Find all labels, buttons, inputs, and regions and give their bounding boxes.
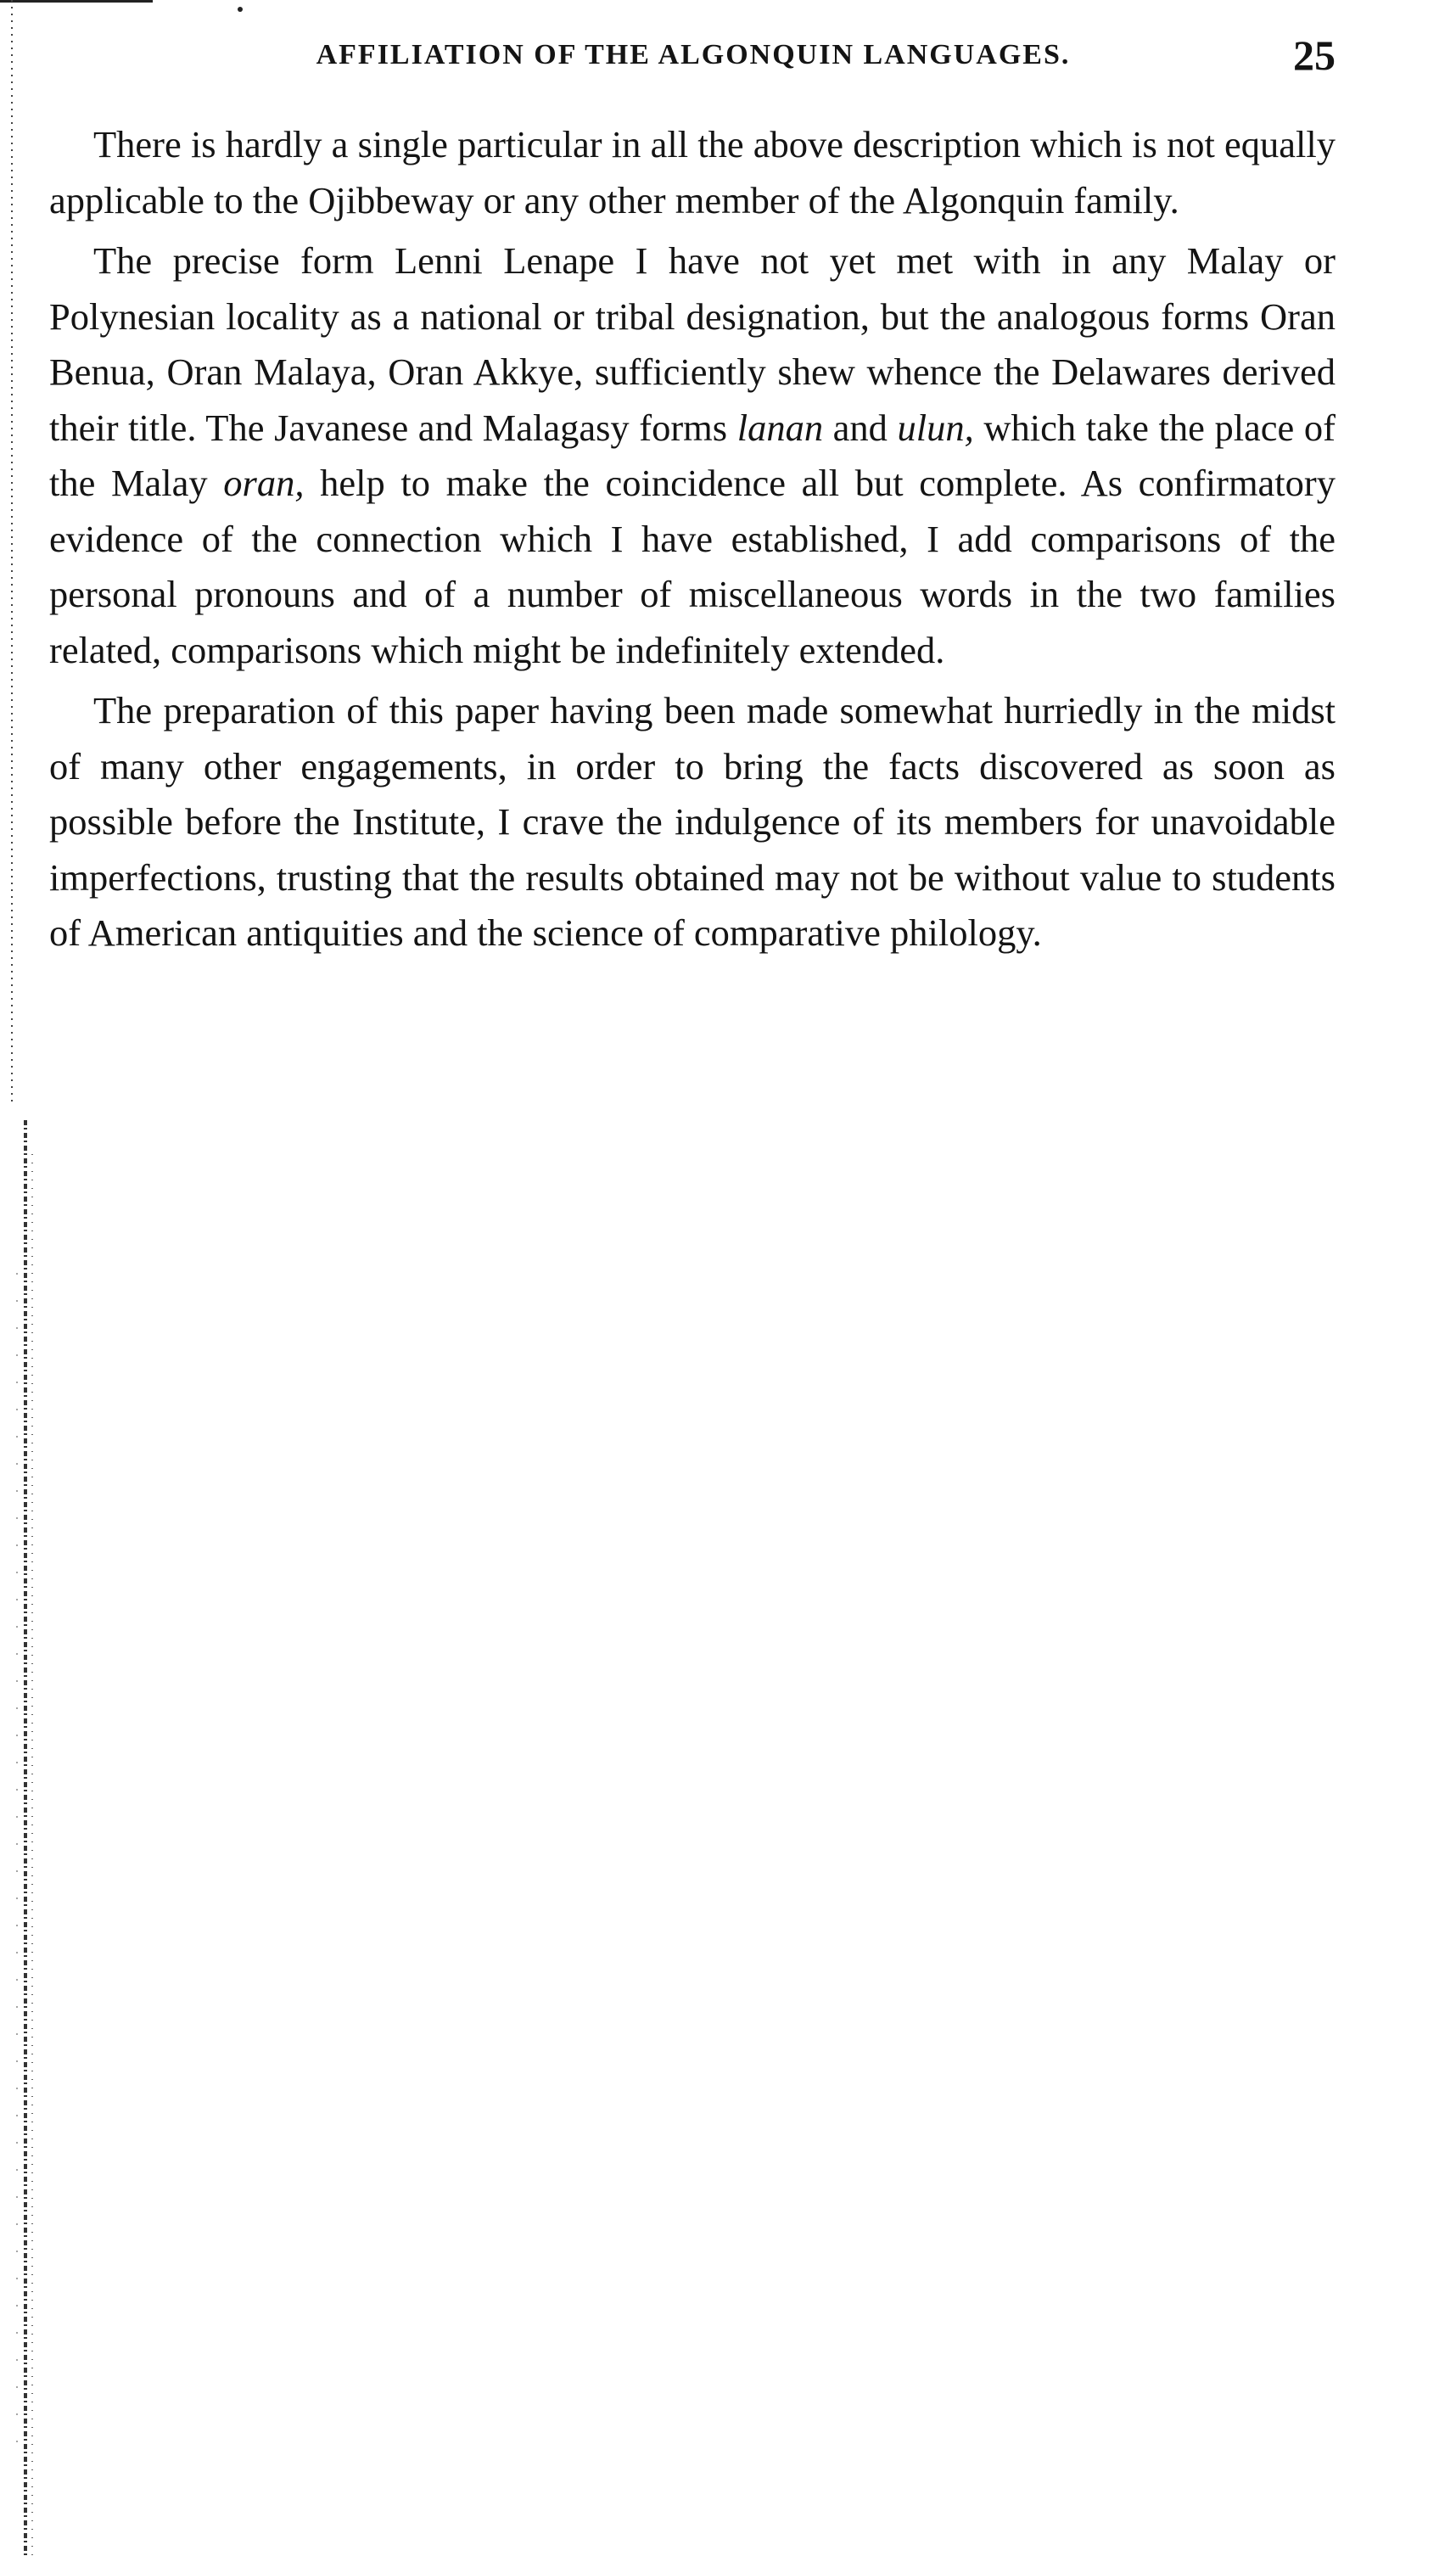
paragraph-1: There is hardly a single particular in all the above description which is not equally applicable to the Ojibbeway or any other member of the Algonquin family.: [49, 123, 1336, 221]
paragraph-3: The preparation of this paper having been made somewhat hurriedly in the midst of many other engagements, in order to bring the facts discovered as soon as possible before the Institute, I crave the indulgence of its members for unavoidable imperfections, trusting that the results obtained may not be without value to students of American antiquities and the science of comparative philology.: [49, 689, 1336, 954]
paragraph-2: [49, 233, 1336, 678]
paragraph-2-text-d: help to make the coincidence all but complete. As confirmatory evidence of the connection which I have established, I add comparisons of the personal pronouns and of a number of miscellaneous words in the two families related, comparisons which might be indefinitely extended.: [49, 462, 1336, 671]
page-number: 25: [1293, 31, 1336, 79]
paragraph-2-italic-oran: oran,: [223, 462, 305, 504]
paragraph-2-italic-ulun: ulun,: [897, 406, 974, 449]
paragraph-2-italic-lanan: lanan: [736, 406, 824, 449]
body-text: [49, 117, 1336, 967]
running-title: AFFILIATION OF THE ALGONQUIN LANGUAGES.: [316, 39, 1071, 70]
paragraph-2-text-b: and: [823, 406, 898, 449]
running-head: [51, 31, 1336, 81]
binding-gutter-marks: [5, 0, 42, 2556]
paragraph-2-text-c: which take the place of the Malay: [49, 406, 1336, 504]
paragraph-2-text-a: The precise form Lenni Lenape I have not yet met with in any Malay or Polynesian locality as a national or tribal designation, but the analogous forms Oran Benua, Oran Malaya, Oran Akkye, sufficiently shew whence the Delawares derived their title. The Javanese and Malagasy forms: [49, 239, 1336, 449]
ink-speck: [238, 7, 243, 12]
